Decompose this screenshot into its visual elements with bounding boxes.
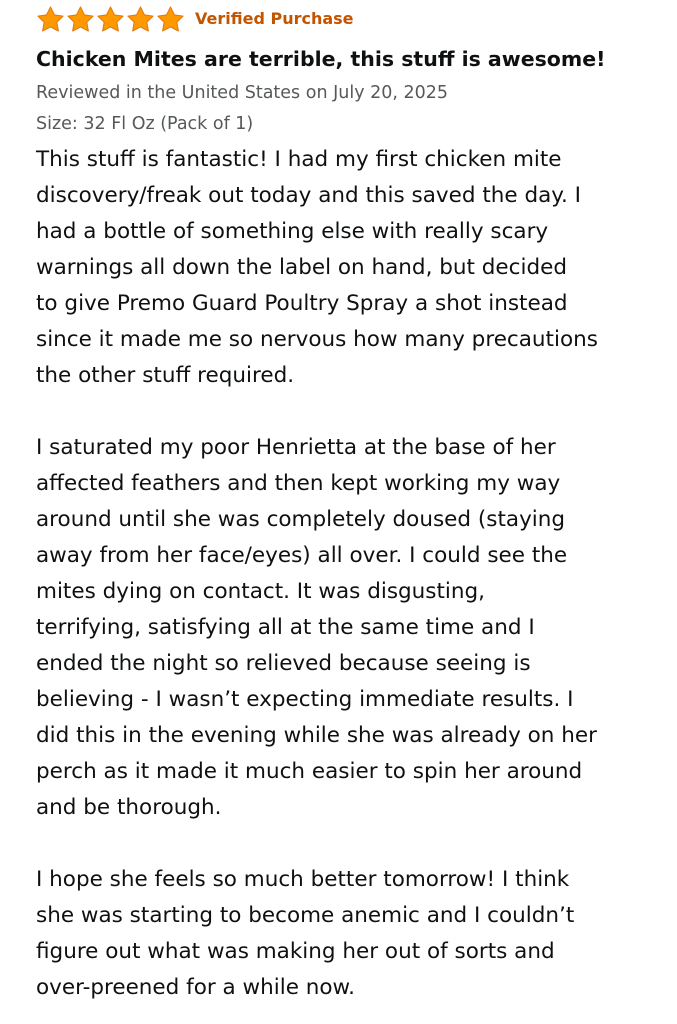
review-paragraph <box>36 862 668 1006</box>
product-size: Size: 32 Fl Oz (Pack of 1) <box>36 114 254 134</box>
review-text-line: did this in the evening while she was already on her <box>36 723 597 748</box>
star-icon <box>66 5 95 34</box>
review-text-line: discovery/freak out today and this saved the day. I <box>36 183 581 208</box>
review-paragraph <box>36 142 668 394</box>
review-text-line: affected feathers and then kept working my way <box>36 471 561 496</box>
review-paragraph <box>36 430 668 826</box>
star-icon <box>96 5 125 34</box>
review-text-line: since it made me so nervous how many precautions <box>36 327 598 352</box>
review-text-line: figure out what was making her out of sorts and <box>36 939 555 964</box>
star-icon <box>156 5 185 34</box>
review-text-line: around until she was completely doused (staying <box>36 507 566 532</box>
review-text-line: to give Premo Guard Poultry Spray a shot instead <box>36 291 568 316</box>
star-icon <box>126 5 155 34</box>
review-text-line: I saturated my poor Henrietta at the base of her <box>36 435 556 460</box>
review-text-line: the other stuff required. <box>36 363 295 388</box>
review-text-line: ended the night so relieved because seeing is <box>36 651 531 676</box>
review-text-line: I hope she feels so much better tomorrow! I think <box>36 867 570 892</box>
star-icon <box>36 5 65 34</box>
review-text-line: and be thorough. <box>36 795 222 820</box>
review-card <box>36 0 668 1006</box>
review-text-line: This stuff is fantastic! I had my first chicken mite <box>36 147 562 172</box>
review-text-line: had a bottle of something else with really scary <box>36 219 549 244</box>
review-text-line: believing - I wasn’t expecting immediate results. I <box>36 687 574 712</box>
review-text-line: mites dying on contact. It was disgusting, <box>36 579 486 604</box>
review-date: Reviewed in the United States on July 20, 2025 <box>36 83 449 103</box>
review-text-line: over-preened for a while now. <box>36 975 355 1000</box>
review-body <box>36 142 668 1006</box>
review-text-line: warnings all down the label on hand, but decided <box>36 255 567 280</box>
verified-purchase-badge: Verified Purchase <box>195 9 354 28</box>
review-title[interactable]: Chicken Mites are terrible, this stuff is awesome! <box>36 47 606 71</box>
review-text-line: she was starting to become anemic and I couldn’t <box>36 903 575 928</box>
review-text-line: perch as it made it much easier to spin her around <box>36 759 583 784</box>
review-text-line: terrifying, satisfying all at the same time and I <box>36 615 535 640</box>
review-header-row <box>36 0 668 36</box>
star-rating <box>36 5 185 34</box>
review-text-line: away from her face/eyes) all over. I could see the <box>36 543 568 568</box>
